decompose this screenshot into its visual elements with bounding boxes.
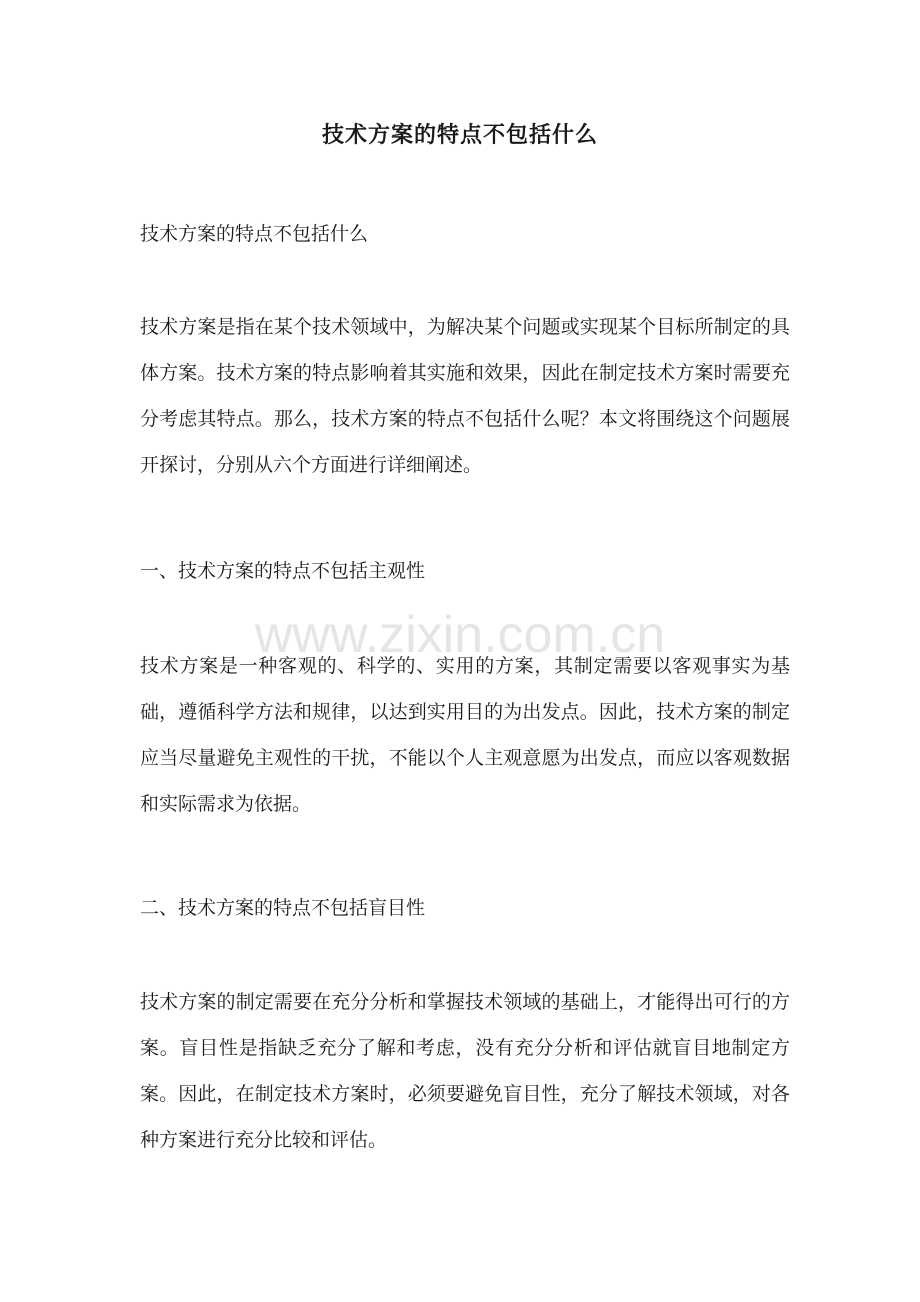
section-body-2: 技术方案的制定需要在充分分析和掌握技术领域的基础上，才能得出可行的方案。盲目性是指缺乏充分了解和考虑，没有充分分析和评估就盲目地制定方案。因此，在制定技术方案时，必须要避免盲目性，充分了解技术领域，对各种方案进行充分比较和评估。 — [140, 991, 790, 1151]
section-heading-1: 一、技术方案的特点不包括主观性 — [140, 560, 426, 582]
document-subtitle: 技术方案的特点不包括什么 — [140, 223, 369, 245]
section-heading-2: 二、技术方案的特点不包括盲目性 — [140, 897, 426, 919]
watermark-text: www.zixin.com.cn — [254, 606, 666, 664]
section-body-1: 技术方案是一种客观的、科学的、实用的方案，其制定需要以客观事实为基础，遵循科学方法和规律，以达到实用目的为出发点。因此，技术方案的制定应当尽量避免主观性的干扰，不能以个人主观意愿为出发点，而应以客观数据和实际需求为依据。 — [140, 655, 790, 815]
intro-paragraph: 技术方案是指在某个技术领域中，为解决某个问题或实现某个目标所制定的具体方案。技术方案的特点影响着其实施和效果，因此在制定技术方案时需要充分考虑其特点。那么，技术方案的特点不包括什么呢？本文将围绕这个问题展开探讨，分别从六个方面进行详细阐述。 — [140, 316, 790, 476]
document-title: 技术方案的特点不包括什么 — [321, 122, 598, 148]
